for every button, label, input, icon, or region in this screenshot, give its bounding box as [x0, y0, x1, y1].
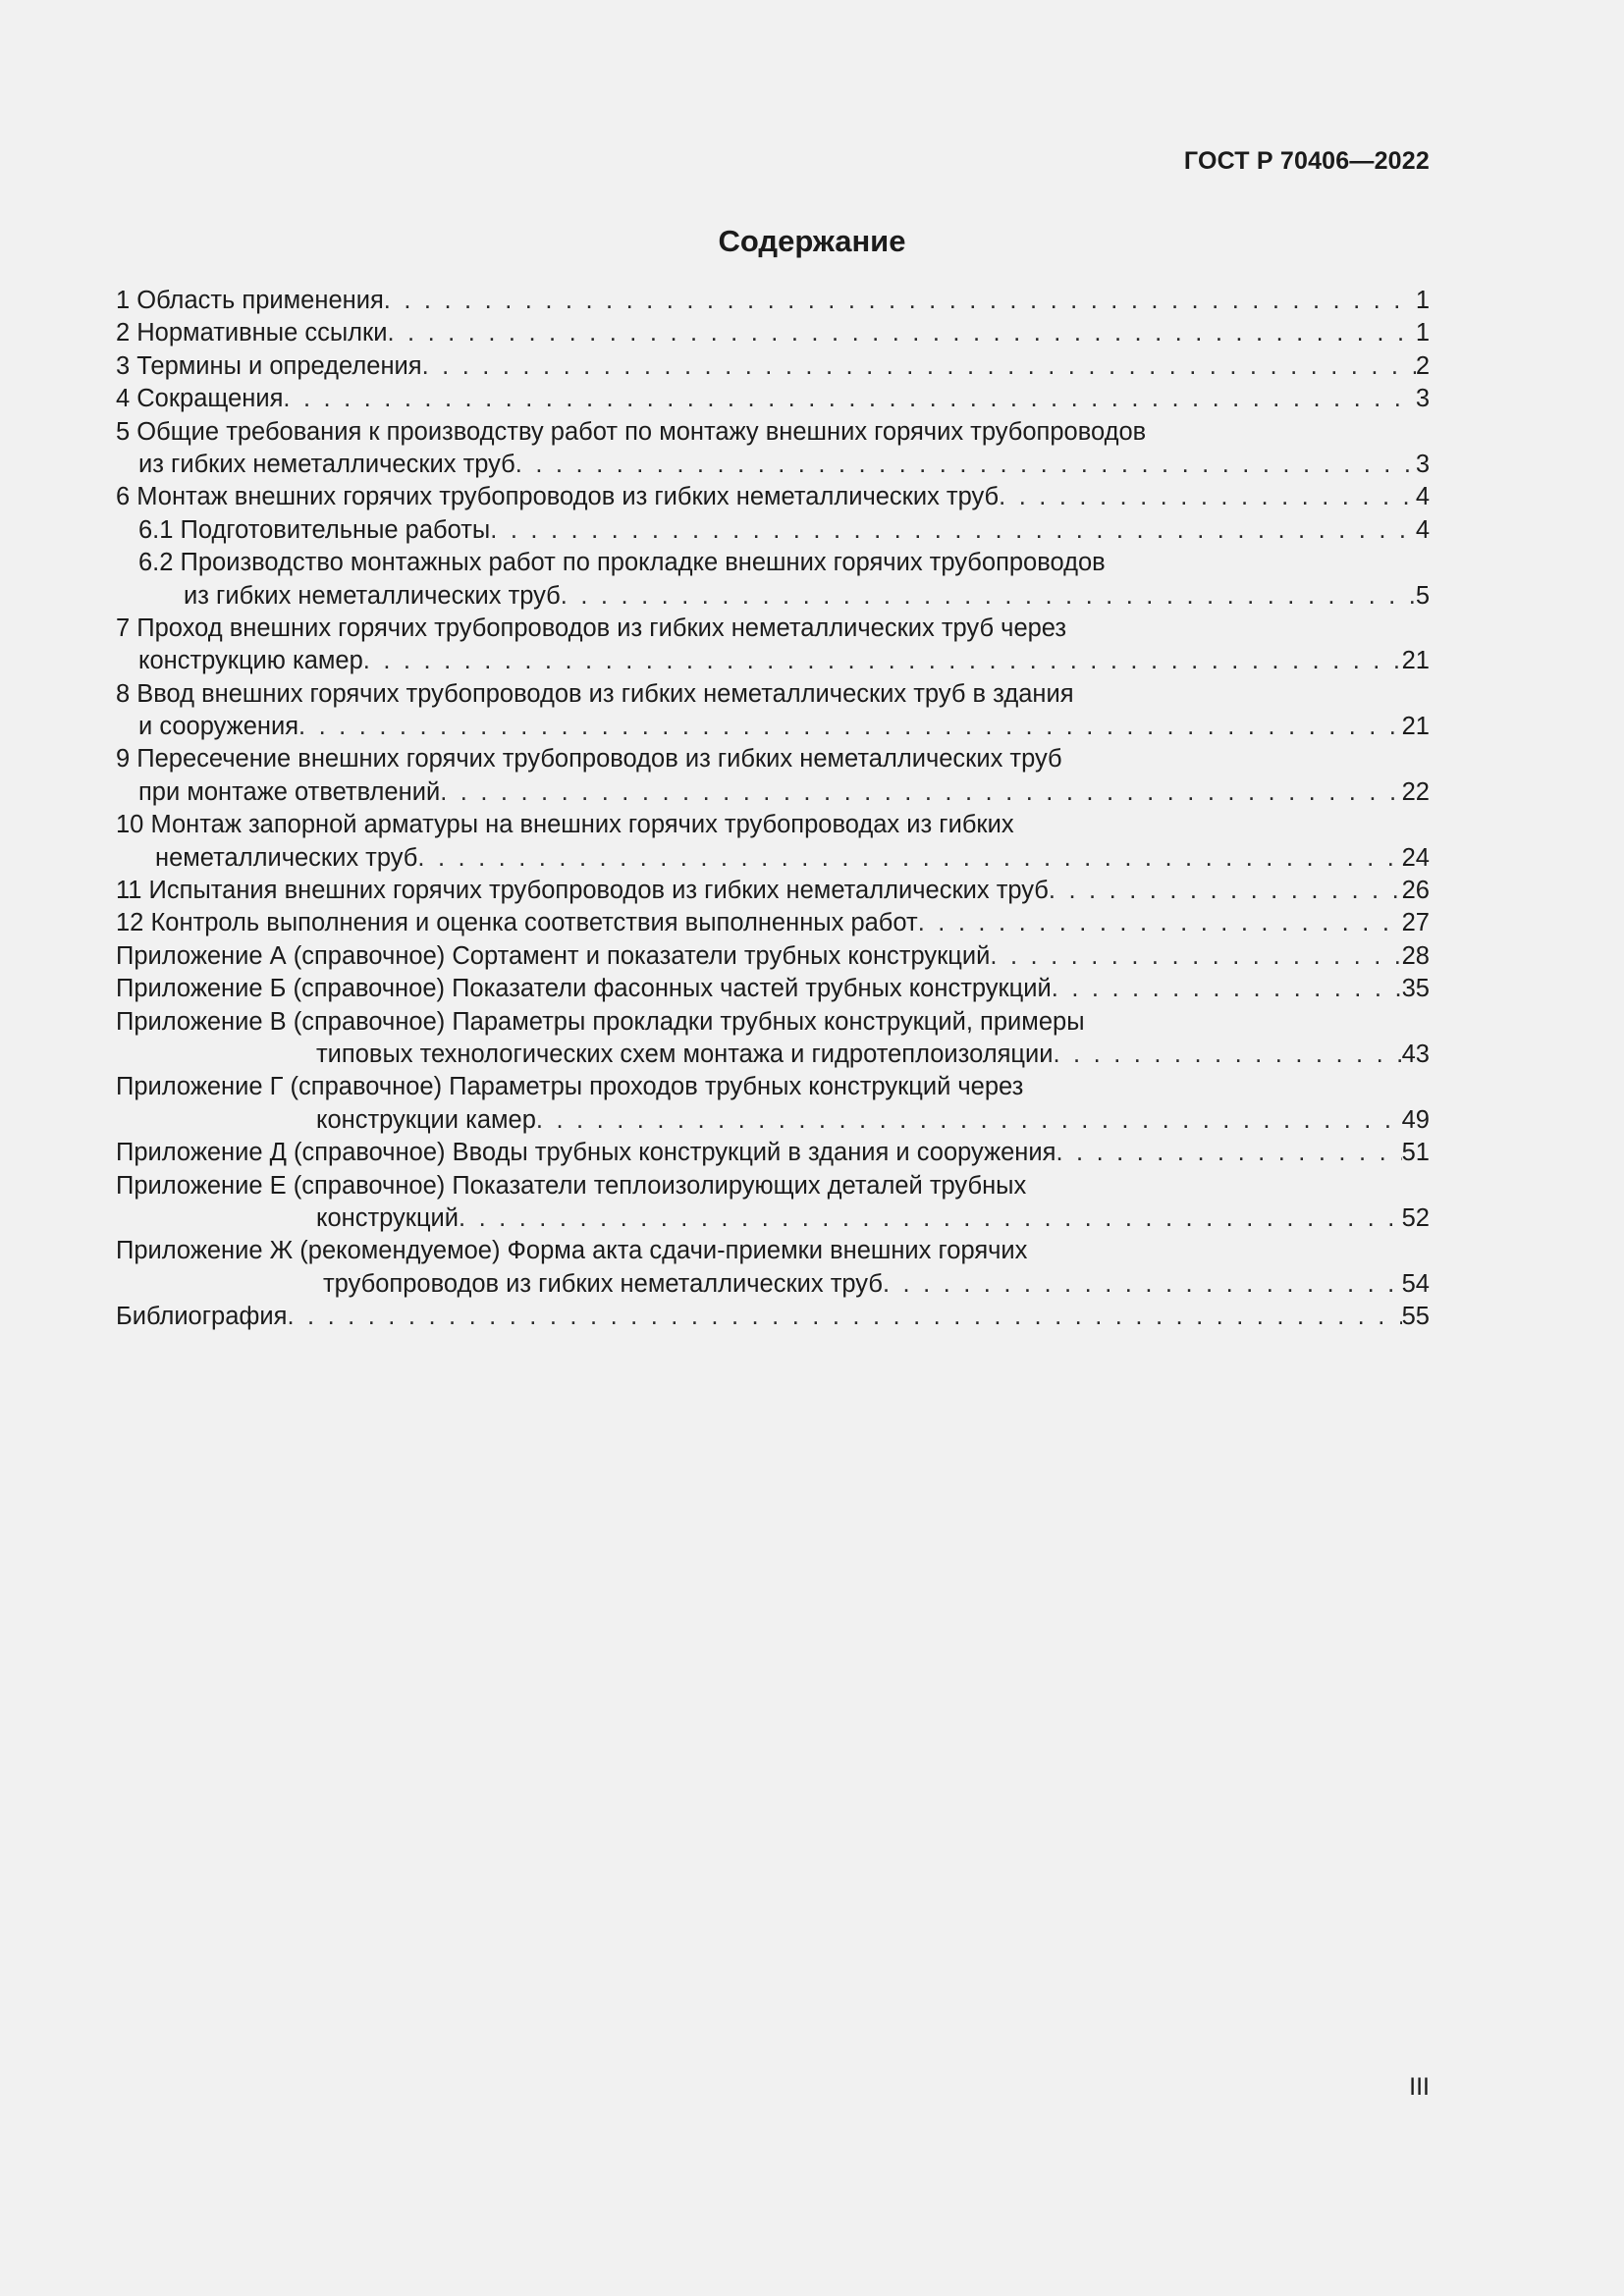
- toc-entry[interactable]: [116, 645, 1430, 677]
- toc-entry[interactable]: [116, 317, 1430, 349]
- table-of-contents: [116, 285, 1430, 1334]
- toc-entry-label: и сооружения: [138, 713, 299, 741]
- toc-entry-label: 3 Термины и определения: [116, 351, 422, 380]
- toc-leader-dots: [561, 580, 1416, 613]
- toc-leader-dots: [287, 1301, 1401, 1333]
- toc-entry-line[interactable]: 8 Ввод внешних горячих трубопроводов из гибких неметаллических труб в здания: [116, 679, 1074, 708]
- toc-entry-page: 55: [1401, 1303, 1430, 1331]
- toc-entry-line[interactable]: Приложение В (справочное) Параметры прокладки трубных конструкций, примеры: [116, 1007, 1085, 1036]
- toc-entry[interactable]: [116, 1202, 1430, 1235]
- toc-entry-label: 6 Монтаж внешних горячих трубопроводов из гибких неметаллических труб: [116, 483, 1000, 511]
- toc-leader-dots: [918, 907, 1402, 939]
- toc-entry[interactable]: [116, 514, 1430, 547]
- toc-entry-page: 4: [1415, 483, 1430, 511]
- toc-entry-page: 24: [1401, 843, 1430, 872]
- toc-entry-label: Библиография: [116, 1303, 288, 1331]
- toc-entry[interactable]: [116, 907, 1430, 939]
- toc-entry-page: 21: [1401, 713, 1430, 741]
- toc-entry-label: неметаллических труб: [155, 843, 418, 872]
- toc-entry-label: типовых технологических схем монтажа и гидротеплоизоляции: [316, 1040, 1054, 1068]
- toc-leader-dots: [283, 383, 1415, 415]
- toc-entry[interactable]: [116, 842, 1430, 875]
- toc-entry-label: конструкций: [316, 1203, 460, 1232]
- toc-leader-dots: [515, 449, 1416, 481]
- toc-leader-dots: [536, 1104, 1402, 1137]
- toc-entry[interactable]: [116, 973, 1430, 1005]
- toc-leader-dots: [298, 711, 1402, 743]
- toc-entry[interactable]: [116, 711, 1430, 743]
- toc-entry-label: Приложение Б (справочное) Показатели фасонных частей трубных конструкций: [116, 975, 1052, 1003]
- toc-entry[interactable]: [116, 1137, 1430, 1169]
- toc-leader-dots: [1056, 1137, 1401, 1169]
- toc-entry[interactable]: [116, 1039, 1430, 1071]
- toc-entry-label: Приложение Д (справочное) Вводы трубных конструкций в здания и сооружения: [116, 1139, 1056, 1167]
- toc-entry-line[interactable]: Приложение Г (справочное) Параметры проходов трубных конструкций через: [116, 1073, 1024, 1101]
- toc-entry-page: 3: [1415, 385, 1430, 413]
- toc-entry-page: 21: [1401, 647, 1430, 675]
- toc-entry-label: при монтаже ответвлений: [138, 777, 441, 806]
- toc-entry-page: 54: [1401, 1269, 1430, 1298]
- toc-entry-line[interactable]: 9 Пересечение внешних горячих трубопроводов из гибких неметаллических труб: [116, 745, 1062, 774]
- document-code: ГОСТ Р 70406—2022: [1183, 147, 1430, 175]
- toc-leader-dots: [1053, 1039, 1401, 1071]
- toc-entry[interactable]: [116, 776, 1430, 809]
- toc-entry[interactable]: [116, 875, 1430, 907]
- toc-leader-dots: [999, 481, 1416, 513]
- toc-entry-page: 28: [1401, 941, 1430, 970]
- toc-leader-dots: [363, 645, 1402, 677]
- toc-leader-dots: [1052, 973, 1402, 1005]
- toc-entry-page: 35: [1401, 975, 1430, 1003]
- toc-leader-dots: [990, 940, 1401, 973]
- toc-entry-label: 11 Испытания внешних горячих трубопроводов из гибких неметаллических труб: [116, 877, 1049, 905]
- toc-entry[interactable]: [116, 1104, 1430, 1137]
- toc-entry-page: 51: [1401, 1139, 1430, 1167]
- toc-entry[interactable]: [116, 1301, 1430, 1333]
- toc-entry[interactable]: [116, 350, 1430, 383]
- toc-leader-dots: [883, 1268, 1402, 1301]
- toc-entry[interactable]: [116, 449, 1430, 481]
- toc-entry-line[interactable]: 7 Проход внешних горячих трубопроводов из гибких неметаллических труб через: [116, 614, 1067, 642]
- toc-entry-label: 12 Контроль выполнения и оценка соответствия выполненных работ: [116, 909, 918, 937]
- toc-entry[interactable]: [116, 1268, 1430, 1301]
- toc-entry-page: 3: [1415, 450, 1430, 478]
- toc-entry-label: 6.1 Подготовительные работы: [138, 515, 491, 544]
- toc-entry-label: из гибких неметаллических труб: [184, 581, 561, 610]
- toc-entry[interactable]: [116, 383, 1430, 415]
- toc-entry[interactable]: [116, 580, 1430, 613]
- toc-entry-line[interactable]: Приложение Е (справочное) Показатели теплоизолирующих деталей трубных: [116, 1171, 1027, 1200]
- toc-entry-page: 2: [1415, 351, 1430, 380]
- toc-leader-dots: [440, 776, 1401, 809]
- toc-entry-page: 27: [1401, 909, 1430, 937]
- toc-entry-page: 1: [1415, 287, 1430, 314]
- toc-leader-dots: [387, 317, 1415, 349]
- toc-leader-dots: [490, 514, 1416, 547]
- toc-title: Содержание: [718, 224, 906, 258]
- toc-entry-page: 43: [1401, 1040, 1430, 1068]
- toc-entry-page: 4: [1415, 515, 1430, 544]
- toc-entry-page: 26: [1401, 877, 1430, 905]
- toc-entry-label: конструкции камер: [316, 1105, 536, 1134]
- toc-entry-label: 4 Сокращения: [116, 385, 284, 413]
- toc-leader-dots: [384, 285, 1416, 317]
- toc-entry-page: 1: [1415, 319, 1430, 347]
- toc-entry-line[interactable]: 5 Общие требования к производству работ по монтажу внешних горячих трубопроводов: [116, 417, 1147, 446]
- toc-entry-page: 22: [1401, 777, 1430, 806]
- toc-leader-dots: [459, 1202, 1402, 1235]
- toc-entry-label: 2 Нормативные ссылки: [116, 319, 388, 347]
- toc-leader-dots: [1049, 875, 1402, 907]
- toc-entry[interactable]: [116, 940, 1430, 973]
- toc-leader-dots: [422, 350, 1416, 383]
- toc-entry-label: 1 Область применения: [116, 287, 384, 314]
- toc-entry-page: 5: [1415, 581, 1430, 610]
- toc-entry-label: из гибких неметаллических труб: [138, 450, 515, 478]
- page-number: III: [1409, 2073, 1430, 2101]
- toc-entry-page: 49: [1401, 1105, 1430, 1134]
- toc-entry-page: 52: [1401, 1203, 1430, 1232]
- toc-entry-label: конструкцию камер: [138, 647, 363, 675]
- toc-entry-line[interactable]: 10 Монтаж запорной арматуры на внешних горячих трубопроводах из гибких: [116, 811, 1014, 839]
- toc-leader-dots: [417, 842, 1401, 875]
- toc-entry-line[interactable]: 6.2 Производство монтажных работ по прокладке внешних горячих трубопроводов: [138, 549, 1106, 577]
- toc-entry-label: Приложение А (справочное) Сортамент и показатели трубных конструкций: [116, 941, 991, 970]
- toc-entry-line[interactable]: Приложение Ж (рекомендуемое) Форма акта сдачи-приемки внешних горячих: [116, 1237, 1028, 1265]
- toc-entry[interactable]: [116, 481, 1430, 513]
- toc-entry[interactable]: [116, 285, 1430, 317]
- toc-entry-label: трубопроводов из гибких неметаллических труб: [323, 1269, 883, 1298]
